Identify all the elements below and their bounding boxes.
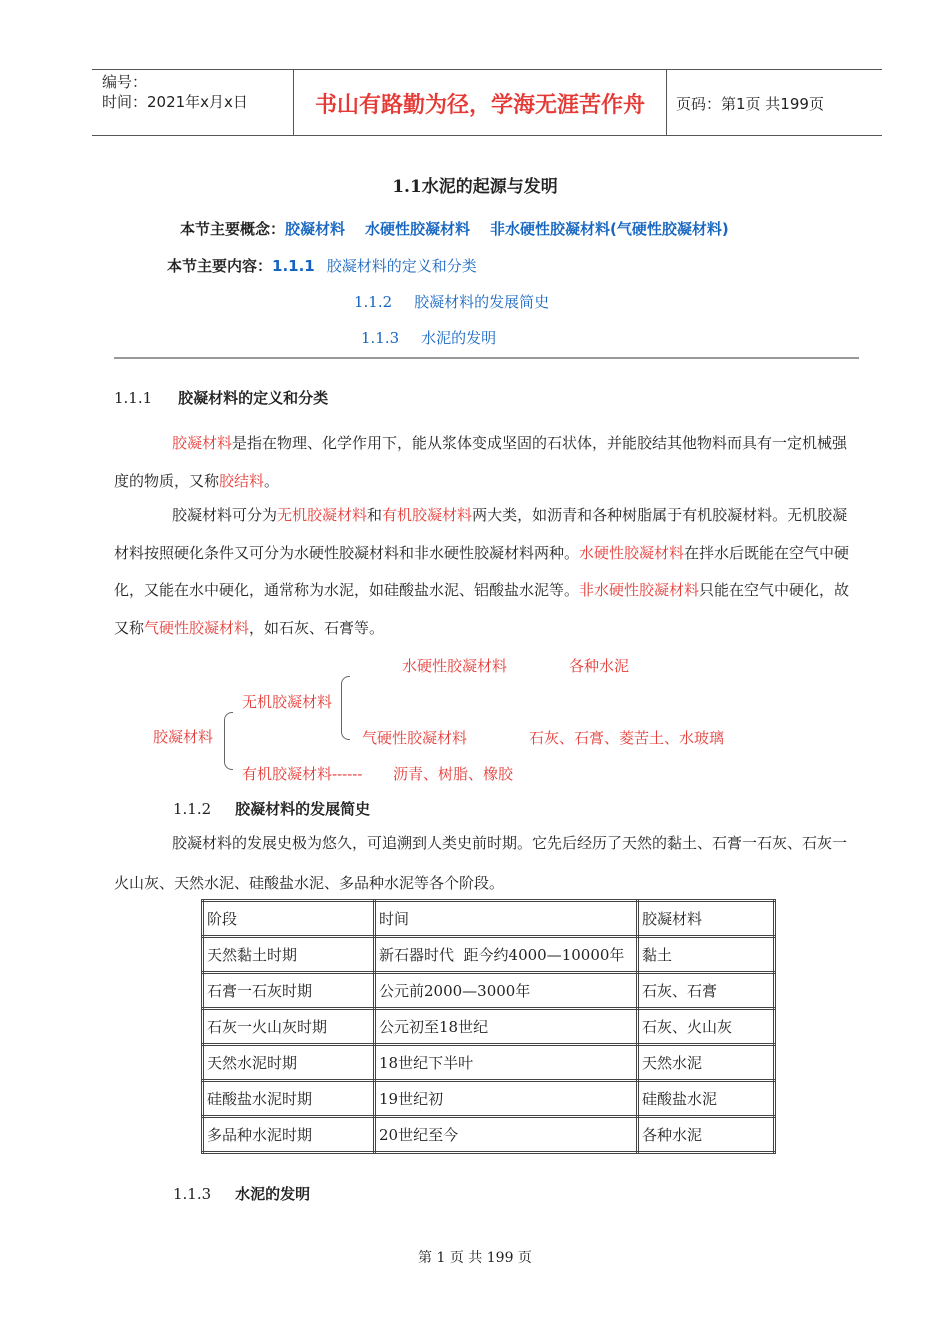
diagram-inorganic: 无机胶凝材料 <box>242 693 333 711</box>
content-item-text: 水泥的发明 <box>421 329 497 347</box>
section-num: 1.1.3 <box>173 1185 212 1203</box>
table-header-row <box>203 901 775 937</box>
diagram-air-example: 石灰、石膏、菱苦土、水玻璃 <box>529 729 725 747</box>
table-cell: 石灰、石膏 <box>638 973 775 1009</box>
section-concepts <box>180 218 749 239</box>
section-heading <box>114 387 328 408</box>
term-highlight: 无机胶凝材料 <box>277 506 368 524</box>
paragraph-text: 在拌水后既能在空气中硬化，又能在水中硬化，通常称为水泥，如硅酸盐水泥、铝酸盐水泥等。 <box>114 543 850 599</box>
table-header-cell: 阶段 <box>203 901 375 937</box>
table-cell: 多品种水泥时期 <box>203 1117 375 1153</box>
diagram-bracket <box>341 676 350 740</box>
table-cell: 天然水泥 <box>638 1045 775 1081</box>
section-title: 胶凝材料的发展简史 <box>235 800 371 818</box>
term-highlight: 水硬性胶凝材料 <box>579 543 685 562</box>
content-item-text: 胶凝材料的定义和分类 <box>326 257 477 275</box>
paragraph-text: ，如石灰、石膏等。 <box>249 618 385 637</box>
term-highlight: 胶凝材料 <box>172 434 233 452</box>
table-cell: 硅酸盐水泥时期 <box>203 1081 375 1117</box>
header-page-info: 页码：第1页 共199页 <box>676 95 824 113</box>
section-title: 胶凝材料的定义和分类 <box>178 389 329 407</box>
paragraph-definition <box>114 425 859 500</box>
diagram-organic: 有机胶凝材料------ <box>242 765 363 783</box>
table-cell: 石灰、火山灰 <box>638 1009 775 1045</box>
section-divider <box>114 357 859 359</box>
table-row <box>203 1081 775 1117</box>
paragraph-history: 胶凝材料的发展史极为悠久，可追溯到人类史前时期。它先后经历了天然的黏土、石膏一石灰、石灰一火山灰、天然水泥、硅酸盐水泥、多品种水泥等各个阶段。 <box>114 834 848 892</box>
table-cell: 天然黏土时期 <box>203 937 375 973</box>
content-item-num: 1.1.3 <box>361 329 400 347</box>
table-cell: 新石器时代 距今约4000—10000年 <box>375 937 638 973</box>
term-highlight: 有机胶凝材料 <box>382 506 473 524</box>
term-highlight: 气硬性胶凝材料 <box>144 618 250 637</box>
content-item-num: 1.1.1 <box>272 257 315 275</box>
paragraph-classification <box>114 497 859 647</box>
table-header-cell: 胶凝材料 <box>638 901 775 937</box>
table-cell: 黏土 <box>638 937 775 973</box>
table-row <box>203 1117 775 1153</box>
table-cell: 硅酸盐水泥 <box>638 1081 775 1117</box>
diagram-organic-example: 沥青、树脂、橡胶 <box>393 765 514 783</box>
content-item-text: 胶凝材料的发展简史 <box>414 293 550 311</box>
table-cell: 石灰一火山灰时期 <box>203 1009 375 1045</box>
diagram-hydraulic-example: 各种水泥 <box>569 657 630 675</box>
table-row <box>203 973 775 1009</box>
header-motto: 书山有路勤为径，学海无涯苦作舟 <box>314 93 645 118</box>
table-header-cell: 时间 <box>375 901 638 937</box>
table-row <box>203 1045 775 1081</box>
table-row <box>203 1009 775 1045</box>
content-item <box>354 291 549 312</box>
paragraph-text: 是指在物理、化学作用下，能从浆体变成坚固的石状体，并能胶结其他物料而具有一定机械强度的物质，又称 <box>114 434 848 490</box>
doc-time-label: 时间：2021年x月x日 <box>102 93 248 111</box>
paragraph-text: 只能在空气中硬化，故又称 <box>114 581 850 637</box>
table-cell: 公元初至18世纪 <box>375 1009 638 1045</box>
content-item-num: 1.1.2 <box>354 293 393 311</box>
table-cell: 20世纪至今 <box>375 1117 638 1153</box>
paragraph-text: 胶凝材料可分为 <box>172 506 278 524</box>
diagram-air: 气硬性胶凝材料 <box>362 729 468 747</box>
header-top-rule <box>92 69 882 70</box>
section-contents <box>167 255 477 276</box>
paragraph-text: 和 <box>367 506 383 524</box>
page-title: 1.1水泥的起源与发明 <box>392 177 558 197</box>
diagram-root: 胶凝材料 <box>153 728 214 746</box>
concept-item: 非水硬性胶凝材料(气硬性胶凝材料) <box>490 220 729 238</box>
section-num: 1.1.2 <box>173 800 212 818</box>
paragraph-text: 。 <box>264 471 280 490</box>
header-meta <box>102 72 248 112</box>
concepts-label: 本节主要概念： <box>180 220 286 238</box>
diagram-hydraulic: 水硬性胶凝材料 <box>402 657 508 675</box>
term-highlight: 非水硬性胶凝材料 <box>579 581 700 599</box>
paragraph-text: 两大类，如沥青和各种树脂属于有机胶凝材料。无机胶凝材料按照硬化条件又可分为水硬性胶凝材料和非水硬性胶凝材料两种。 <box>114 506 848 562</box>
section-title: 水泥的发明 <box>235 1185 311 1203</box>
content-item <box>361 327 496 348</box>
section-num: 1.1.1 <box>114 389 153 407</box>
diagram-bracket <box>224 712 233 770</box>
section-heading <box>173 1183 310 1204</box>
table-cell: 公元前2000—3000年 <box>375 973 638 1009</box>
contents-label: 本节主要内容： <box>167 257 273 275</box>
table-cell: 石膏一石灰时期 <box>203 973 375 1009</box>
table-cell: 18世纪下半叶 <box>375 1045 638 1081</box>
concept-item: 水硬性胶凝材料 <box>365 220 471 238</box>
table-cell: 各种水泥 <box>638 1117 775 1153</box>
table-cell: 天然水泥时期 <box>203 1045 375 1081</box>
concept-item: 胶凝材料 <box>285 220 346 238</box>
table-row <box>203 937 775 973</box>
history-table <box>201 899 776 1154</box>
page-footer: 第 1 页 共 199 页 <box>418 1250 532 1266</box>
term-highlight: 胶结料 <box>219 471 265 490</box>
doc-number-label: 编号： <box>102 73 148 91</box>
header-divider <box>666 69 667 135</box>
header-bottom-rule <box>92 135 882 136</box>
table-cell: 19世纪初 <box>375 1081 638 1117</box>
section-heading <box>173 798 370 819</box>
